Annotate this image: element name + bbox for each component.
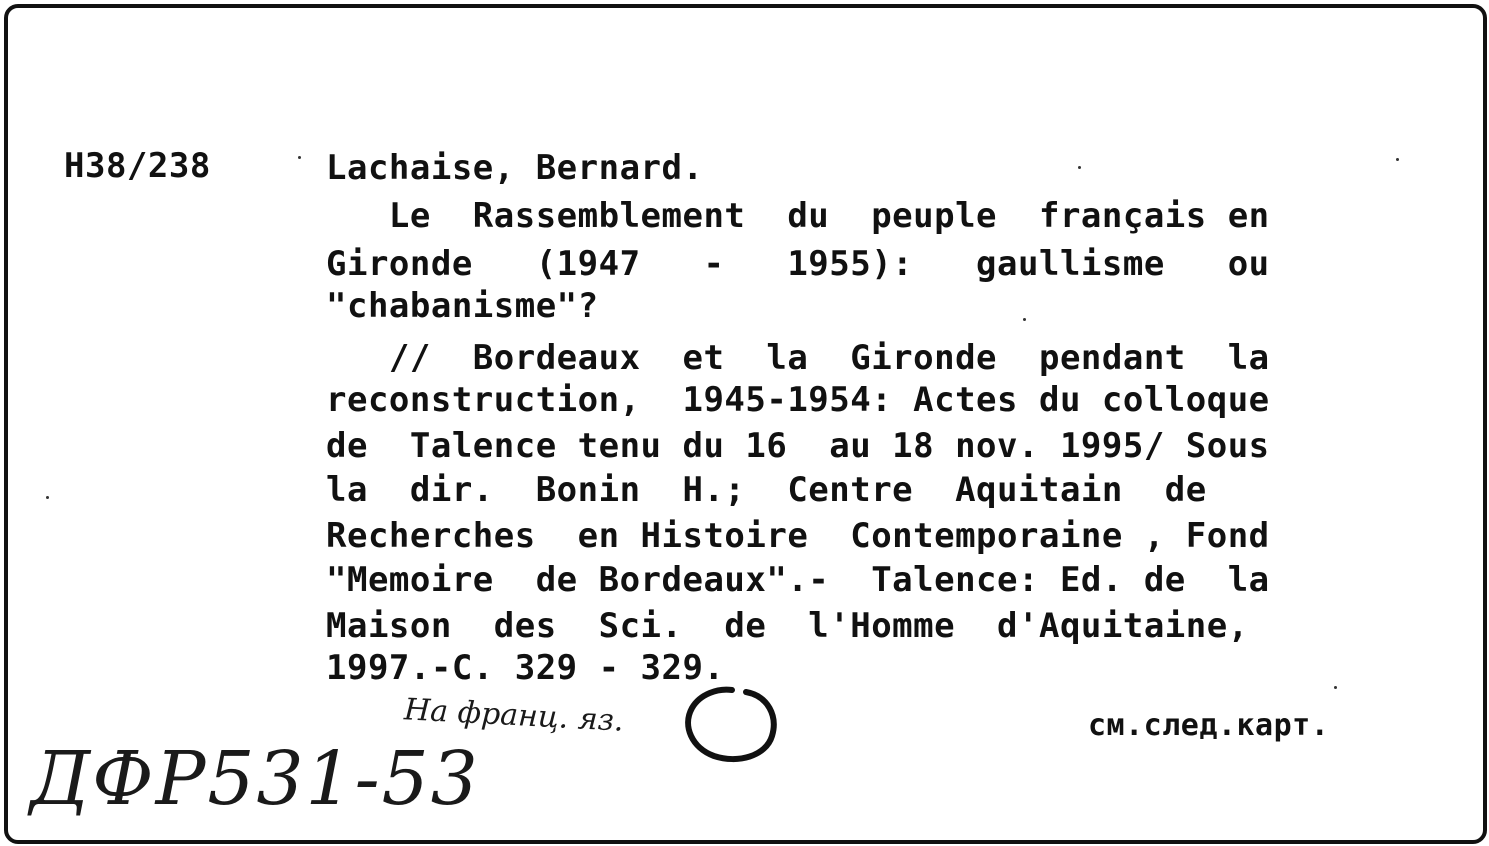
source-line-1: // Bordeaux et la Gironde pendant la <box>326 338 1270 378</box>
title-line-1: Le Rassemblement du peuple français en <box>326 196 1270 236</box>
speck <box>298 156 301 159</box>
source-line-5: Recherches en Histoire Contemporaine , Fond <box>326 516 1270 556</box>
handwritten-language-note: На франц. яз. <box>403 692 625 739</box>
speck <box>1334 686 1337 689</box>
source-line-2: reconstruction, 1945-1954: Actes du colloque <box>326 380 1270 420</box>
speck <box>1023 318 1026 321</box>
speck <box>1396 158 1399 161</box>
speck <box>46 496 49 499</box>
pages-line: 1997.-C. 329 - 329. <box>326 648 725 688</box>
circle-stamp-icon <box>676 678 786 768</box>
handwritten-shelfmark: ДФР531-53 <box>30 736 480 822</box>
source-line-7: Maison des Sci. de l'Homme d'Aquitaine, <box>326 606 1249 646</box>
author-line: Lachaise, Bernard. <box>326 148 704 188</box>
catalog-card <box>4 4 1487 844</box>
source-line-6: "Memoire de Bordeaux".- Talence: Ed. de la <box>326 560 1270 600</box>
title-line-2: Gironde (1947 - 1955): gaullisme ou <box>326 244 1270 284</box>
see-next-card: см.след.карт. <box>1088 708 1330 743</box>
call-number: H38/238 <box>64 146 211 186</box>
source-line-4: la dir. Bonin H.; Centre Aquitain de <box>326 470 1207 510</box>
source-line-3: de Talence tenu du 16 au 18 nov. 1995/ Sous <box>326 426 1270 466</box>
speck <box>1078 166 1081 169</box>
title-line-3: "chabanisme"? <box>326 286 599 326</box>
